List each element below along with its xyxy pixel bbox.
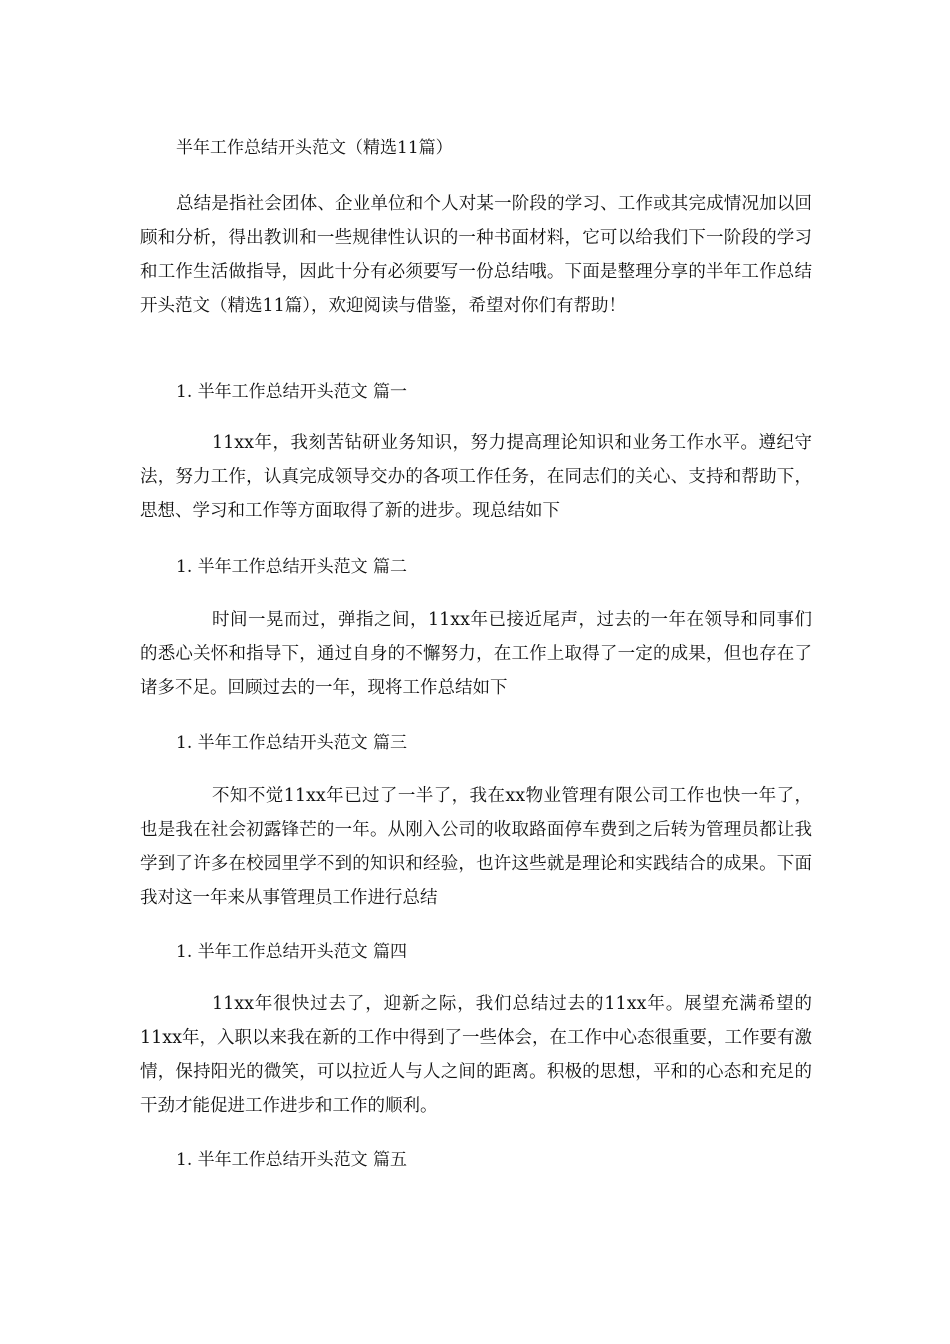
section-body-1: 11xx年，我刻苦钻研业务知识，努力提高理论知识和业务工作水平。遵纪守法，努力工作，认真完成领导交办的各项工作任务，在同志们的关心、支持和帮助下，思想、学习和工作等方面取得了新的进步。现总结如下 xyxy=(140,433,812,521)
section-body-4: 11xx年很快过去了，迎新之际，我们总结过去的11xx年。展望充满希望的11xx年，入职以来我在新的工作中得到了一些体会，在工作中心态很重要，工作要有激情，保持阳光的微笑，可以拉近人与人之间的距离。积极的思想，平和的心态和充足的干劲才能促进工作进步和工作的顺利。 xyxy=(140,994,813,1116)
section-heading-5: 1. 半年工作总结开头范文 篇五 xyxy=(176,1150,408,1170)
section-body-2: 时间一晃而过，弹指之间，11xx年已接近尾声，过去的一年在领导和同事们的悉心关怀和指导下，通过自身的不懈努力，在工作上取得了一定的成果，但也存在了诸多不足。回顾过去的一年，现将工作总结如下 xyxy=(140,610,812,698)
section-heading-4: 1. 半年工作总结开头范文 篇四 xyxy=(176,942,408,962)
section-heading-1: 1. 半年工作总结开头范文 篇一 xyxy=(176,382,408,402)
section-body-3: 不知不觉11xx年已过了一半了，我在xx物业管理有限公司工作也快一年了，也是我在社会初露锋芒的一年。从刚入公司的收取路面停车费到之后转为管理员都让我学到了许多在校园里学不到的知识和经验，也许这些就是理论和实践结合的成果。下面我对这一年来从事管理员工作进行总结 xyxy=(140,786,812,908)
intro-paragraph: 总结是指社会团体、企业单位和个人对某一阶段的学习、工作或其完成情况加以回顾和分析，得出教训和一些规律性认识的一种书面材料，它可以给我们下一阶段的学习和工作生活做指导，因此十分有必须要写一份总结哦。下面是整理分享的半年工作总结开头范文（精选11篇），欢迎阅读与借鉴，希望对你们有帮助！ xyxy=(140,194,812,316)
document-title: 半年工作总结开头范文（精选11篇） xyxy=(176,138,453,158)
section-heading-3: 1. 半年工作总结开头范文 篇三 xyxy=(176,733,408,753)
section-heading-2: 1. 半年工作总结开头范文 篇二 xyxy=(176,557,408,577)
